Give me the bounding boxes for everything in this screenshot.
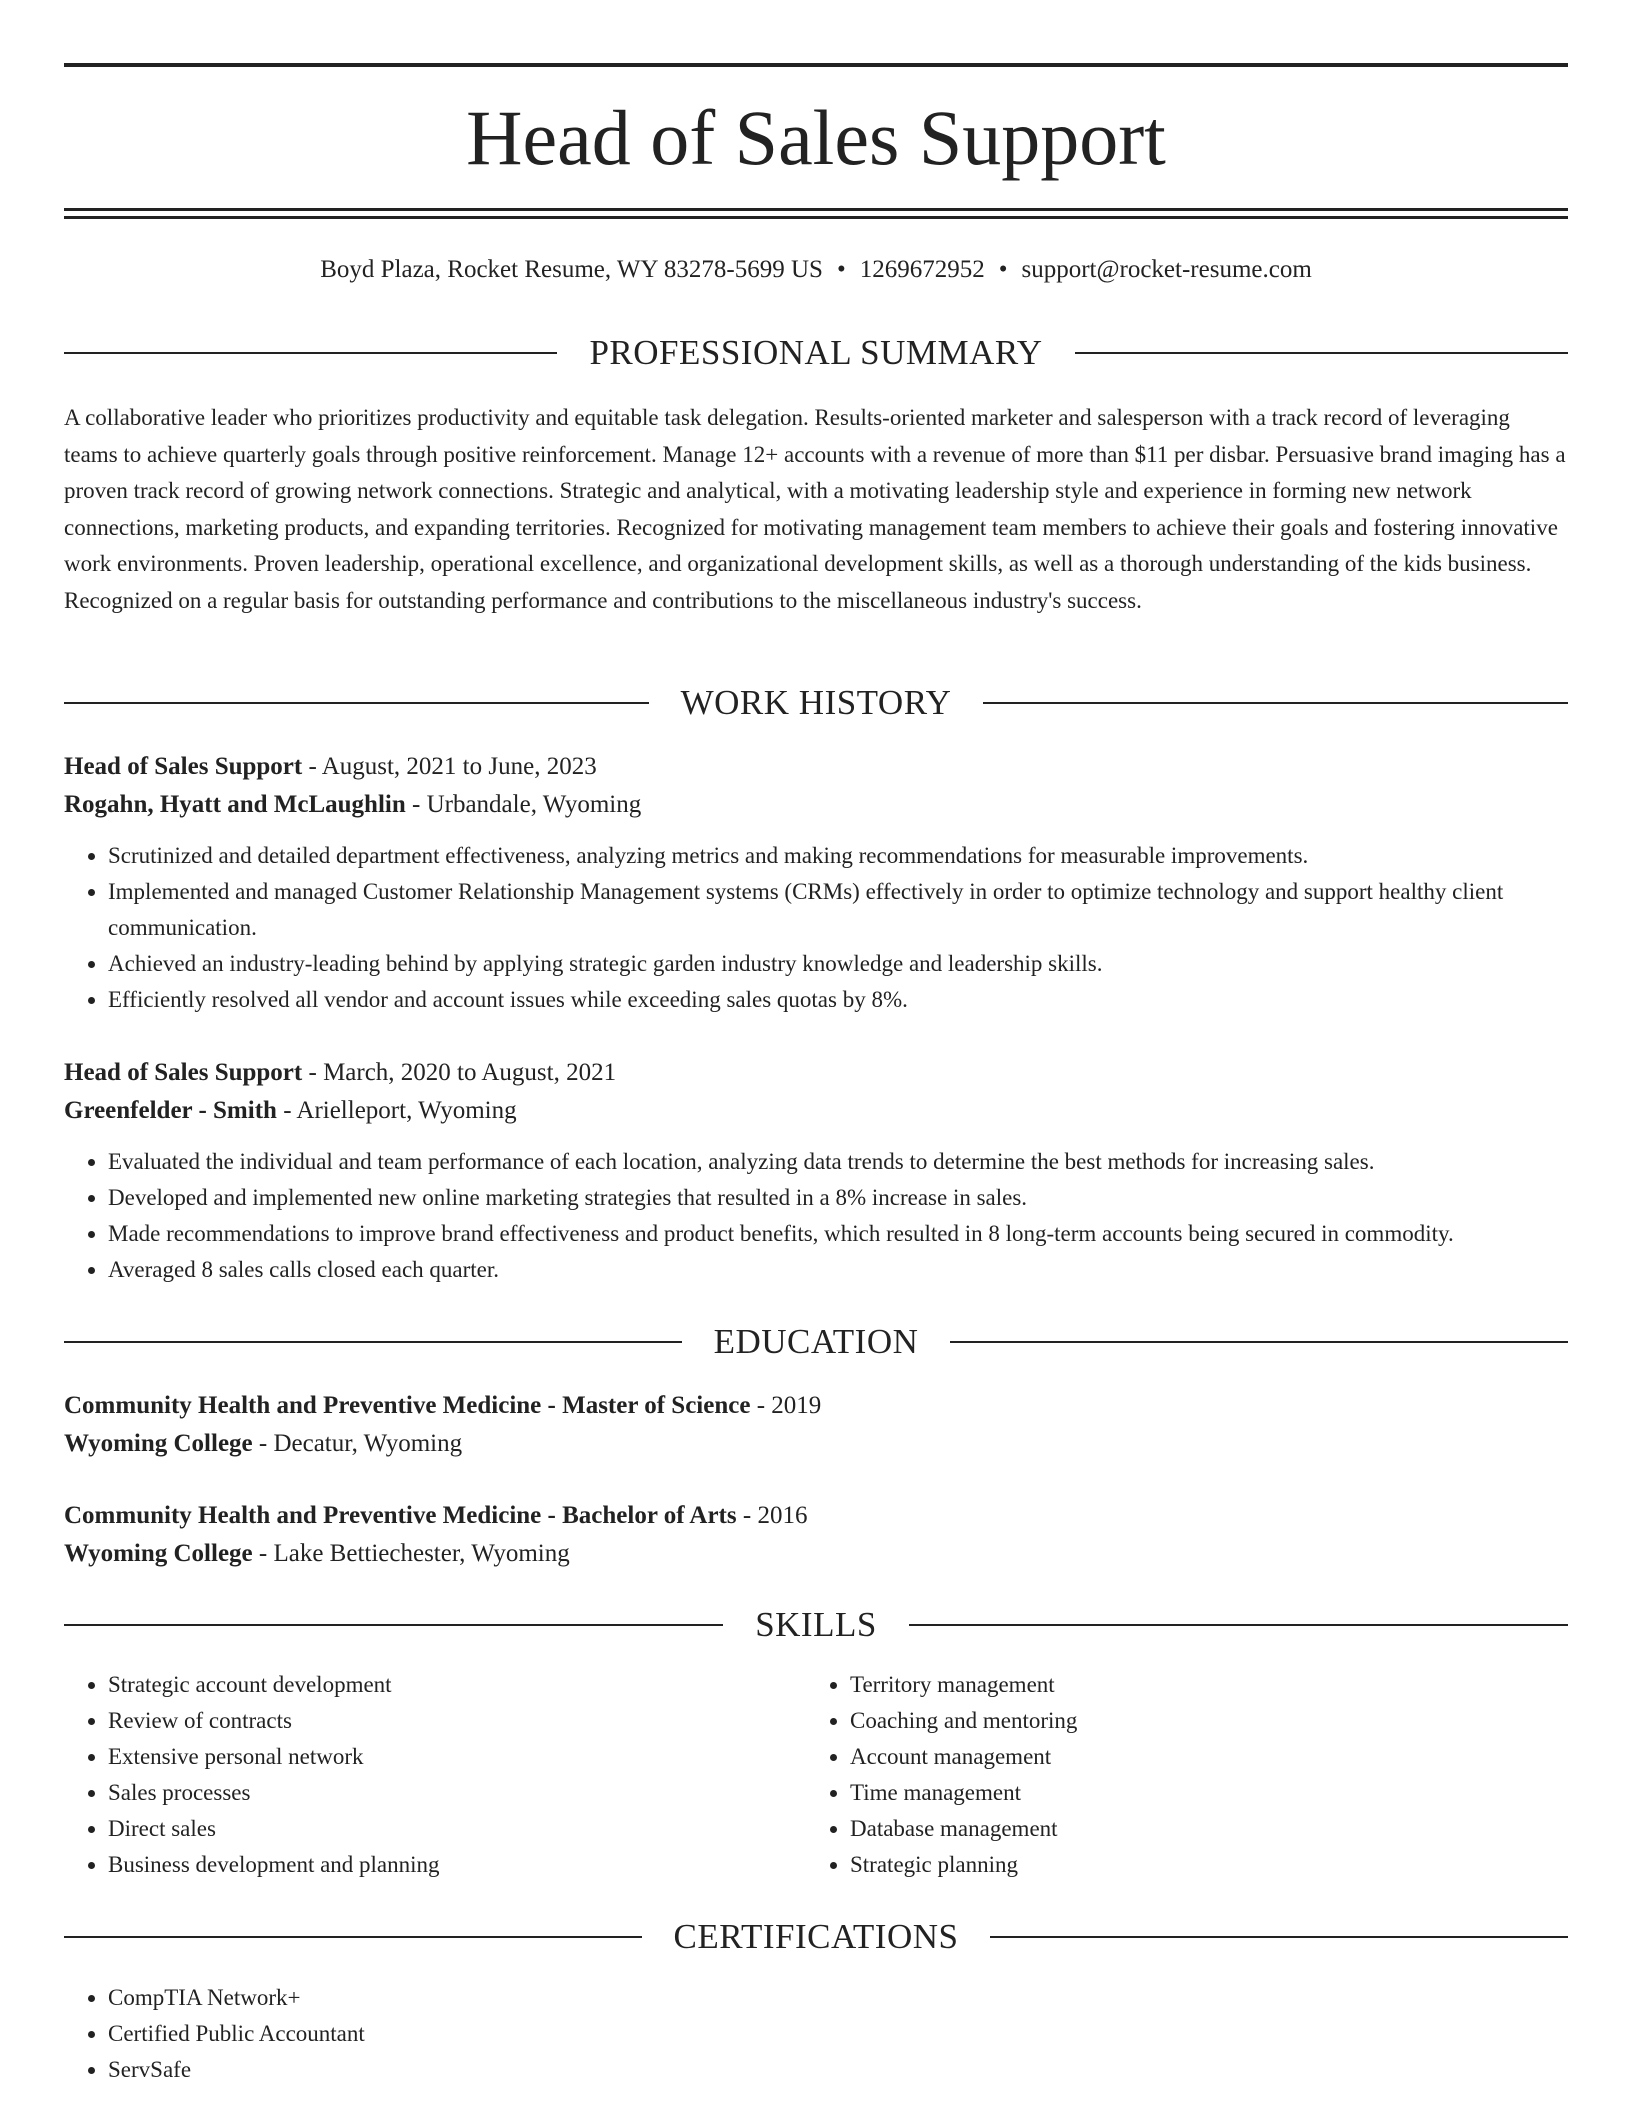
heading-rule [64,1936,642,1938]
job-company: Greenfelder - Smith [64,1097,277,1124]
skill-item: • Account management [850,1739,1546,1775]
education-degree-line [64,1387,1568,1425]
job-company-line [64,786,1568,824]
skills-list [806,1667,1546,1883]
heading-rule [64,1341,682,1343]
skill-item: • Extensive personal network [108,1739,804,1775]
job-dates: March, 2020 to August, 2021 [323,1059,617,1086]
heading-rule [950,1341,1568,1343]
heading-rule [1075,352,1568,354]
skill-item: • Time management [850,1775,1546,1811]
dash: - [750,1392,772,1419]
summary-text: A collaborative leader who prioritizes productivity and equitable task delegation. Results-oriented marketer and salesperson with a track record of leveraging teams to achieve quarterly goals through positive reinforcement. Manage 12+ accounts with a revenue of more than $11 per disbar. Persuasive brand imaging has a proven track record of growing network connections. Strategic and analytical, with a motivating leadership style and experience in forming new network connections, marketing products, and expanding territories. Recognized for motivating management team members to achieve their goals and fostering innovative work environments. Proven leadership, operational excellence, and organizational development skills, as well as a thorough understanding of the kids business. Recognized on a regular basis for outstanding performance and contributions to the miscellaneous industry's success. [64,405,1566,613]
certification-item: • CompTIA Network+ [108,1980,804,2016]
job-title-line [64,1054,1568,1092]
education-degree: Community Health and Preventive Medicine - Master of Science [64,1392,751,1419]
heading-rule [983,702,1568,704]
contact-email[interactable]: support@rocket-resume.com [1021,256,1312,283]
dash: - [736,1502,758,1529]
skill-item: • Review of contracts [108,1703,804,1739]
section-heading-education [64,1322,1568,1362]
dash: - [276,1097,297,1124]
certification-item: • ServSafe [108,2052,804,2088]
skills-column-right [806,1667,1546,1883]
contact-separator: • [836,256,846,283]
skill-item: • Database management [850,1811,1546,1847]
contact-phone: 1269672952 [859,256,985,283]
heading-rule [909,1624,1568,1626]
education-school: Wyoming College [64,1430,253,1457]
education-school-line [64,1535,1568,1573]
dash: - [252,1540,274,1567]
section-title: PROFESSIONAL SUMMARY [589,333,1043,372]
section-heading-work [64,683,1568,723]
top-rule [64,63,1568,67]
dash: - [252,1430,274,1457]
certifications-list [64,1980,804,2088]
contact-line [64,254,1568,286]
job-bullet: • Achieved an industry-leading behind by applying strategic garden industry knowledge and leadership skills. [108,946,1568,982]
header-rule-lower [64,216,1568,219]
education-entry [64,1497,1568,1573]
education-school: Wyoming College [64,1540,253,1567]
job-title: Head of Sales Support [64,1059,303,1086]
header-rule-upper [64,208,1568,211]
skill-item: • Sales processes [108,1775,804,1811]
heading-rule [64,1624,723,1626]
skill-item: • Business development and planning [108,1847,804,1883]
education-location: Decatur, Wyoming [273,1430,463,1457]
job-title: Head of Sales Support [64,753,303,780]
heading-rule [64,702,649,704]
resume-title: Head of Sales Support [466,94,1166,181]
dash: - [302,753,322,780]
job-bullets [64,838,1568,1018]
skill-item: • Strategic planning [850,1847,1546,1883]
education-year: 2019 [771,1392,822,1419]
certifications-list-wrap [64,1980,804,2088]
job-entry [64,748,1568,1018]
job-bullet: • Averaged 8 sales calls closed each quarter. [108,1252,1568,1288]
skills-list [64,1667,804,1883]
certification-item: • Certified Public Accountant [108,2016,804,2052]
section-heading-skills [64,1605,1568,1645]
skills-column-left [64,1667,804,1883]
job-dates: August, 2021 to June, 2023 [321,753,597,780]
dash: - [405,791,427,818]
education-degree-line [64,1497,1568,1535]
heading-rule [990,1936,1568,1938]
dash: - [302,1059,324,1086]
job-location: Arielleport, Wyoming [296,1097,517,1124]
job-company: Rogahn, Hyatt and McLaughlin [64,791,406,818]
contact-separator: • [998,256,1008,283]
job-location: Urbandale, Wyoming [426,791,642,818]
contact-address: Boyd Plaza, Rocket Resume, WY 83278-5699 US [320,256,823,283]
skill-item: • Territory management [850,1667,1546,1703]
job-bullet: • Made recommendations to improve brand effectiveness and product benefits, which resulted in 8 long-term accounts being secured in commodity. [108,1216,1568,1252]
job-bullet: • Developed and implemented new online marketing strategies that resulted in a 8% increase in sales. [108,1180,1568,1216]
skill-item: • Coaching and mentoring [850,1703,1546,1739]
job-bullet: • Evaluated the individual and team performance of each location, analyzing data trends to determine the best methods for increasing sales. [108,1144,1568,1180]
heading-rule [64,352,557,354]
education-entry [64,1387,1568,1463]
job-title-line [64,748,1568,786]
section-title: CERTIFICATIONS [673,1917,959,1956]
skill-item: • Direct sales [108,1811,804,1847]
job-bullet: • Implemented and managed Customer Relationship Management systems (CRMs) effectively in order to optimize technology and support healthy client communication. [108,874,1568,946]
job-bullets [64,1144,1568,1288]
section-heading-summary [64,333,1568,373]
job-bullet: • Efficiently resolved all vendor and account issues while exceeding sales quotas by 8%. [108,982,1568,1018]
education-location: Lake Bettiechester, Wyoming [273,1540,570,1567]
section-title: EDUCATION [713,1322,919,1361]
section-heading-certifications [64,1917,1568,1957]
education-degree: Community Health and Preventive Medicine - Bachelor of Arts [64,1502,737,1529]
job-company-line [64,1092,1568,1130]
job-entry [64,1054,1568,1288]
section-title: WORK HISTORY [680,683,952,722]
education-year: 2016 [757,1502,808,1529]
skill-item: • Strategic account development [108,1667,804,1703]
section-title: SKILLS [755,1605,877,1644]
education-school-line [64,1425,1568,1463]
job-bullet: • Scrutinized and detailed department effectiveness, analyzing metrics and making recommendations for measurable improvements. [108,838,1568,874]
